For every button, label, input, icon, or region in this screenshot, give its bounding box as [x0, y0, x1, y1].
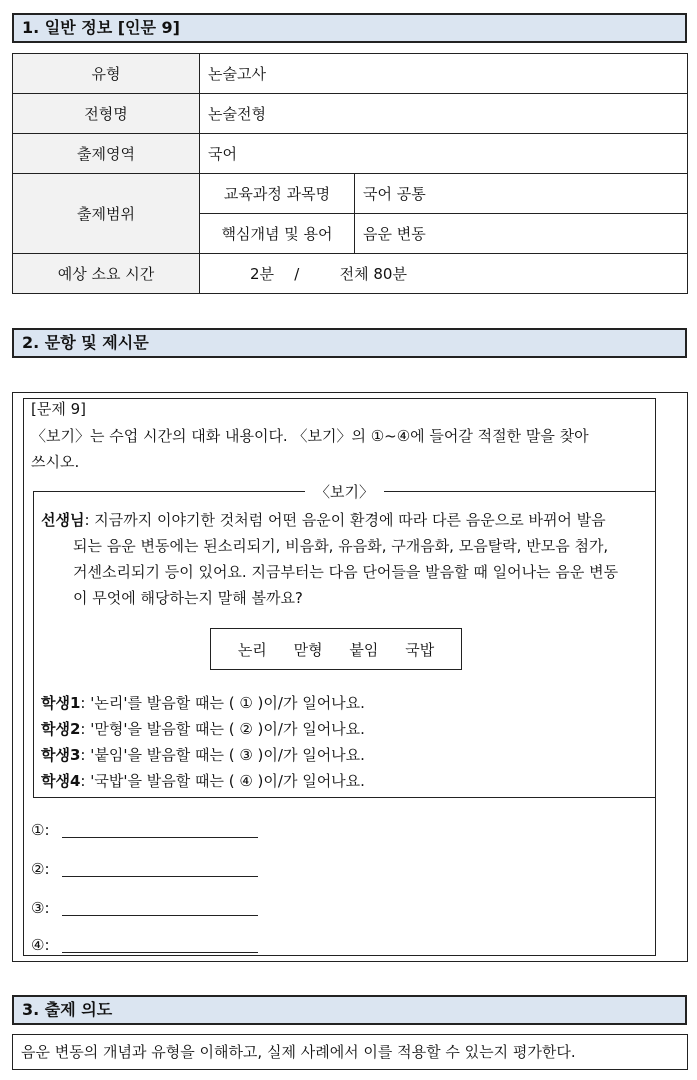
- word-list-box: [210, 628, 462, 670]
- subject-value: 국어 공통: [355, 174, 688, 214]
- section-3-header: 3. 출제 의도: [12, 995, 687, 1025]
- time-label: 예상 소요 시간: [13, 254, 200, 294]
- concept-label: 핵심개념 및 용어: [200, 214, 355, 254]
- time-separator: /: [294, 265, 300, 283]
- student-name: 학생4: [41, 772, 81, 790]
- area-value: 국어: [200, 134, 688, 174]
- subject-label: 교육과정 과목명: [200, 174, 355, 214]
- teacher-text-1: : 지금까지 이야기한 것처럼 어떤 음운이 환경에 따라 다른 음운으로 바뀌어 발음: [84, 511, 606, 529]
- student-text: : '붙임'을 발음할 때는 ( ③ )이/가 일어나요.: [80, 746, 365, 764]
- concept-value: 음운 변동: [355, 214, 688, 254]
- answer-label-3: ③:: [31, 899, 50, 917]
- teacher-line-4: 이 무엇에 해당하는지 말해 볼까요?: [73, 589, 303, 607]
- section-2-header: 2. 문항 및 제시문: [12, 328, 687, 358]
- answer-label-1: ①:: [31, 821, 50, 839]
- student-text: : '맏형'을 발음할 때는 ( ② )이/가 일어나요.: [80, 720, 365, 738]
- answer-blank-4[interactable]: [62, 952, 258, 953]
- type-label: 유형: [13, 54, 200, 94]
- answer-blank-1[interactable]: [62, 837, 258, 838]
- student-name: 학생1: [41, 694, 81, 712]
- teacher-line-1: [41, 508, 606, 533]
- student-name: 학생2: [41, 720, 81, 738]
- time-total: 전체 80분: [339, 265, 407, 283]
- area-label: 출제영역: [13, 134, 200, 174]
- word-item: 맏형: [293, 640, 323, 659]
- teacher-line-2: 되는 음운 변동에는 된소리되기, 비음화, 유음화, 구개음화, 모음탈락, 반모음 첨가,: [73, 537, 609, 555]
- student-line-3: [41, 743, 365, 768]
- time-value: 2분: [250, 265, 275, 283]
- word-item: 붙임: [349, 640, 379, 659]
- section-1-header: 1. 일반 정보 [인문 9]: [12, 13, 687, 43]
- track-value: 논술전형: [200, 94, 688, 134]
- general-info-table: [12, 53, 688, 294]
- word-item: 논리: [237, 640, 267, 659]
- time-value-cell: [200, 254, 688, 294]
- student-name: 학생3: [41, 746, 81, 764]
- answer-blank-2[interactable]: [62, 876, 258, 877]
- teacher-name: 선생님: [41, 511, 85, 529]
- answer-label-4: ④:: [31, 936, 50, 954]
- word-item: 국밥: [405, 640, 435, 659]
- scope-label: 출제범위: [13, 174, 200, 254]
- student-text: : '국밥'을 발음할 때는 ( ④ )이/가 일어나요.: [80, 772, 365, 790]
- answer-blank-3[interactable]: [62, 915, 258, 916]
- student-text: : '논리'를 발음할 때는 ( ① )이/가 일어나요.: [80, 694, 365, 712]
- bogi-title: 〈보기〉: [305, 482, 384, 502]
- student-line-2: [41, 717, 365, 742]
- teacher-line-3: 거센소리되기 등이 있어요. 지금부터는 다음 단어들을 발음할 때 일어나는 음운 변동: [73, 563, 619, 581]
- track-label: 전형명: [13, 94, 200, 134]
- answer-label-2: ②:: [31, 860, 50, 878]
- question-number: [문제 9]: [31, 400, 86, 418]
- student-line-4: [41, 769, 365, 794]
- type-value: 논술고사: [200, 54, 688, 94]
- student-line-1: [41, 691, 365, 716]
- question-prompt-line1: 〈보기〉는 수업 시간의 대화 내용이다. 〈보기〉의 ①~④에 들어갈 적절한 말을 찾아: [31, 427, 589, 445]
- question-prompt-line2: 쓰시오.: [31, 453, 80, 471]
- intent-text: 음운 변동의 개념과 유형을 이해하고, 실제 사례에서 이를 적용할 수 있는지 평가한다.: [12, 1034, 688, 1070]
